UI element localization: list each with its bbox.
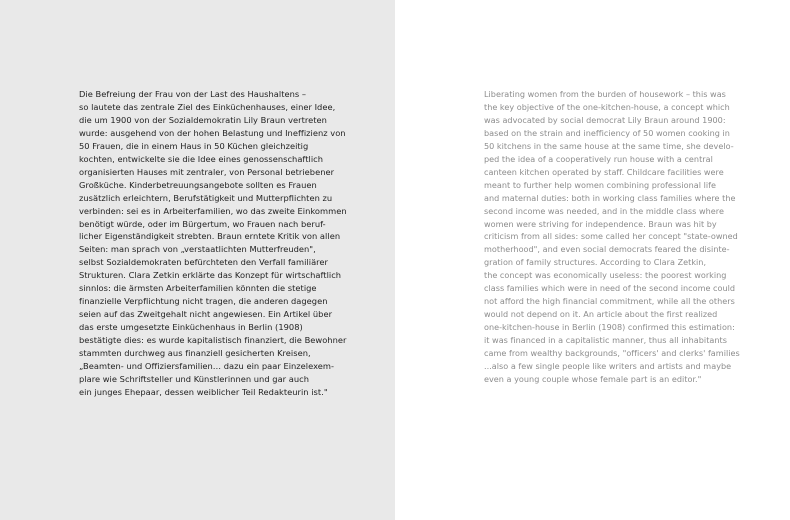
german-line: licher Eigenständigkeit strebten. Braun erntete Kritik von allen [79, 231, 341, 242]
english-line: motherhood", and even social democrats feared the disinte- [484, 244, 730, 255]
german-line: die um 1900 von der Sozialdemokratin Lily Braun vertreten [79, 114, 327, 125]
german-line: sinnlos: die ärmsten Arbeiterfamilien könnten die stetige [79, 283, 317, 294]
english-line: 50 kitchens in the same house at the same time, she develo- [484, 140, 734, 151]
english-line: women were striving for independence. Braun was hit by [484, 218, 717, 229]
german-line: Die Befreiung der Frau von der Last des Haushaltens – [79, 89, 307, 99]
german-paragraph [79, 88, 347, 399]
english-paragraph [484, 88, 740, 386]
english-line: canteen kitchen operated by staff. Childcare facilities were [484, 166, 724, 177]
english-line: gration of family structures. According to Clara Zetkin, [484, 257, 707, 268]
german-line: bestätigte dies: es wurde kapitalistisch finanziert, die Bewohner [79, 335, 347, 346]
english-line: was advocated by social democrat Lily Braun around 1900: [484, 114, 726, 125]
german-line: selbst Sozialdemokraten befürchteten den Verfall familiärer [79, 257, 328, 268]
english-line: Liberating women from the burden of housework – this was [484, 89, 726, 99]
english-line: based on the strain and inefficiency of 50 women cooking in [484, 127, 730, 138]
english-line: ped the idea of a cooperatively run house with a central [484, 153, 713, 164]
right-page-english [395, 0, 790, 520]
english-line: the key objective of the one-kitchen-house, a concept which [484, 101, 730, 112]
english-line: not afford the high financial commitment, while all the others [484, 296, 735, 307]
english-line: the concept was economically useless: the poorest working [484, 270, 727, 281]
english-line: even a young couple whose female part is an editor." [484, 373, 702, 384]
english-line: meant to further help women combining professional life [484, 179, 717, 190]
german-line: plare wie Schriftsteller und Künstlerinnen und gar auch [79, 373, 310, 384]
german-line: das erste umgesetzte Einküchenhaus in Berlin (1908) [79, 322, 303, 333]
german-line: Strukturen. Clara Zetkin erklärte das Konzept für wirtschaftlich [79, 270, 342, 281]
german-line: organisierten Hauses mit zentraler, von Personal betriebener [79, 166, 335, 177]
german-line: finanzielle Verpflichtung nicht tragen, die anderen dagegen [79, 296, 328, 307]
german-line: wurde: ausgehend von der hohen Belastung und Ineffizienz von [79, 127, 346, 138]
english-line: one-kitchen-house in Berlin (1908) confirmed this estimation: [484, 322, 735, 333]
german-line: benötigt würde, oder im Bürgertum, wo Frauen nach beruf- [79, 218, 326, 229]
german-line: „Beamten- und Offiziersfamilien… dazu ein paar Einzelexem- [79, 361, 335, 372]
german-line: so lautete das zentrale Ziel des Einküchenhauses, einer Idee, [79, 101, 336, 112]
english-line: ...also a few single people like writers and artists and maybe [484, 361, 732, 372]
english-line: second income was needed, and in the middle class where [484, 205, 724, 216]
english-line: would not depend on it. An article about the first realized [484, 309, 718, 320]
english-line: and maternal duties: both in working class families where the [484, 192, 736, 203]
english-line: criticism from all sides: some called her concept "state-owned [484, 231, 738, 242]
german-line: Seiten: man sprach von „verstaatlichten Mutterfreuden", [79, 244, 316, 255]
german-line: ein junges Ehepaar, dessen weiblicher Teil Redakteurin ist." [79, 386, 328, 397]
german-line: Großküche. Kinderbetreuungsangebote sollten es Frauen [79, 179, 317, 190]
german-line: zusätzlich erleichtern, Berufstätigkeit und Mutterpflichten zu [79, 192, 333, 203]
english-line: it was financed in a capitalistic manner, thus all inhabitants [484, 335, 727, 346]
german-line: verbinden: sei es in Arbeiterfamilien, wo das zweite Einkommen [79, 205, 347, 216]
german-line: 50 Frauen, die in einem Haus in 50 Küchen gleichzeitig [79, 140, 309, 151]
german-line: seien auf das Zweitgehalt nicht angewiesen. Ein Artikel über [79, 309, 333, 320]
english-line: class families which were in need of the second income could [484, 283, 736, 294]
german-line: kochten, entwickelte sie die Idee eines genossenschaftlich [79, 153, 324, 164]
german-line: stammten durchweg aus finanziell gesicherten Kreisen, [79, 348, 311, 359]
english-line: came from wealthy backgrounds, "officers' and clerks' families [484, 348, 740, 359]
